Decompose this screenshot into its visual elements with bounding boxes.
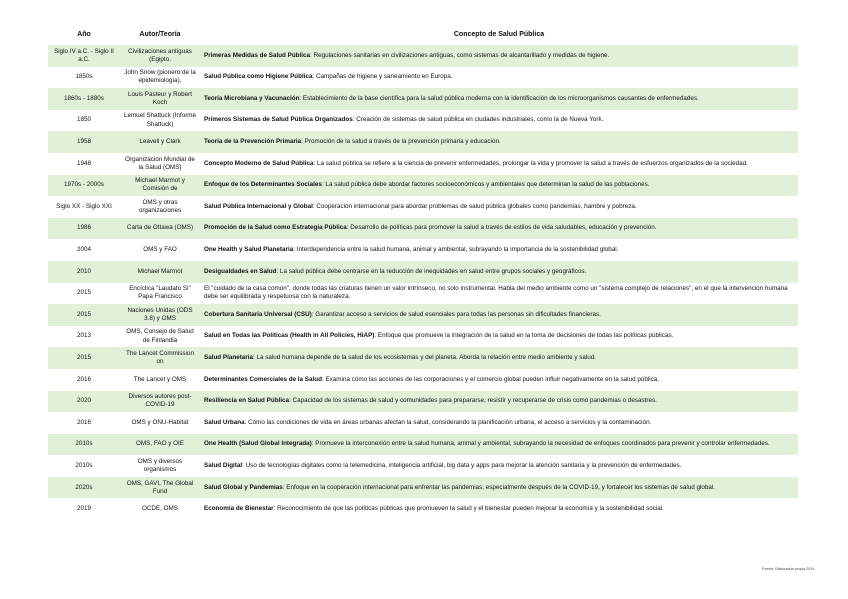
year-cell: 1850	[48, 110, 120, 132]
concept-term: Teoría de la Prevención Primaria	[204, 138, 302, 146]
concept-cell	[200, 153, 798, 175]
author-cell: Naciones Unidas (ODS 3.8) y OMS	[120, 304, 200, 326]
concept-term: Salud Pública como Higiene Pública	[204, 73, 313, 81]
table-row	[48, 283, 798, 305]
year-cell: 1958	[48, 131, 120, 153]
concept-cell	[200, 391, 798, 413]
concept-description: : Establecimiento de la base científica para la salud pública moderna con la identificación de los microorganismos causantes de enfermedades.	[299, 94, 699, 102]
author-cell: OMS y diversos organismos	[120, 455, 200, 477]
table-row	[48, 498, 798, 520]
concept-description: : Examina cómo las acciones de las corporaciones y el comercio global pueden influir negativamente en la salud pública.	[321, 375, 660, 383]
table-row	[48, 239, 798, 261]
concept-description: : Capacidad de los sistemas de salud y comunidades para prepararse, resistir y recuperarse de crisis como pandemias o desastres.	[289, 397, 657, 405]
concept-description: : Reconocimiento de que las políticas públicas que promueven la salud y el bienestar pueden mejorar la economía y la sostenibilidad social.	[273, 505, 664, 513]
concept-term: Enfoque de los Determinantes Sociales	[204, 181, 322, 189]
table-row	[48, 347, 798, 369]
concept-description: : La salud pública debe abordar factores socioeconómicos y ambientales que determinan la salud de las poblaciones.	[321, 181, 650, 189]
concept-cell	[200, 434, 798, 456]
concept-term: Teoría Microbiana y Vacunación	[204, 94, 300, 102]
year-cell: 1860s - 1880s	[48, 88, 120, 110]
year-cell: 1986	[48, 218, 120, 240]
source-note: Fuente: Elaboración propia 2024.	[762, 567, 816, 571]
concept-description: : Interdependencia entre la salud humana, animal y ambiental, subrayando la importancia de la sostenibilidad global.	[293, 246, 619, 254]
year-cell: 2019	[48, 498, 120, 520]
concept-cell	[200, 175, 798, 197]
concept-cell	[200, 455, 798, 477]
author-cell: OMS y FAO	[120, 239, 200, 261]
author-cell: Organización Mundial de la Salud (OMS)	[120, 153, 200, 175]
table-row	[48, 175, 798, 197]
year-cell: 2010s	[48, 434, 120, 456]
table-row	[48, 153, 798, 175]
concept-cell	[200, 412, 798, 434]
year-cell: 2020s	[48, 477, 120, 499]
concept-term: Cobertura Sanitaria Universal (CSU)	[204, 310, 312, 318]
author-cell: Carta de Ottawa (OMS)	[120, 218, 200, 240]
concept-term: Salud en Todas las Políticas (Health in All Policies, HiAP)	[204, 332, 375, 340]
author-cell: The Lancet Commission on	[120, 347, 200, 369]
year-cell: 2016	[48, 412, 120, 434]
concept-cell	[200, 131, 798, 153]
concept-term: Determinantes Comerciales de la Salud	[204, 375, 322, 383]
author-cell: Michael Marmot	[120, 261, 200, 283]
concept-term: Desigualdades en Salud	[204, 267, 277, 275]
public-health-table-container	[48, 23, 798, 520]
table-header-row	[48, 23, 798, 45]
concept-term: One Health (Salud Global Integrada)	[204, 440, 312, 448]
year-cell: 2004	[48, 239, 120, 261]
year-cell: 2015	[48, 347, 120, 369]
concept-cell	[200, 110, 798, 132]
concept-cell	[200, 326, 798, 348]
table-row	[48, 88, 798, 110]
concept-cell	[200, 88, 798, 110]
concept-cell	[200, 67, 798, 89]
concept-description: : Desarrollo de políticas para promover la salud a través de estilos de vida saludables, educación y prevención.	[346, 224, 657, 232]
author-cell: The Lancet y OMS	[120, 369, 200, 391]
author-cell: OMS y ONU-Habitat	[120, 412, 200, 434]
concept-term: Economía de Bienestar	[204, 505, 274, 513]
table-row	[48, 304, 798, 326]
concept-description: : Garantizar acceso a servicios de salud esenciales para todas las personas sin dificultades financieras.	[311, 310, 601, 318]
concept-term: Salud Pública Internacional y Global	[204, 202, 313, 210]
concept-cell	[200, 369, 798, 391]
table-row	[48, 477, 798, 499]
year-cell: 1948	[48, 153, 120, 175]
concept-description: : La salud humana depende de la salud de los ecosistemas y del planeta. Aborda la relación entre medio ambiente y salud.	[253, 354, 597, 362]
concept-description: : Campañas de higiene y saneamiento en Europa.	[312, 73, 453, 81]
year-cell: 2015	[48, 283, 120, 305]
year-cell: 2010	[48, 261, 120, 283]
concept-cell	[200, 283, 798, 305]
table-row	[48, 369, 798, 391]
concept-description: : Cómo las condiciones de vida en áreas urbanas afectan la salud, considerando la planificación urbana, el acceso a servicios y la contaminación.	[244, 418, 652, 426]
table-row	[48, 261, 798, 283]
year-cell: 1970s - 2000s	[48, 175, 120, 197]
table-row	[48, 45, 798, 67]
author-cell: Louis Pasteur y Robert Koch	[120, 88, 200, 110]
concept-description: : Cooperación internacional para abordar problemas de salud pública globales como pandemias, hambre y pobreza.	[312, 202, 637, 210]
concept-cell	[200, 218, 798, 240]
concept-term: Salud Global y Pandemias	[204, 483, 283, 491]
table-row	[48, 67, 798, 89]
concept-cell	[200, 477, 798, 499]
concept-description: : Enfoque en la cooperación internacional para enfrentar las pandemias, especialmente después de la COVID-19, y fortalecer los sistemas de salud global.	[282, 483, 716, 491]
concept-description: : Regulaciones sanitarias en civilizaciones antiguas, como sistemas de alcantarillado y medidas de higiene.	[310, 51, 610, 59]
year-column-header: Año	[77, 30, 91, 38]
concept-description: : Enfoque que promueve la integración de la salud en la toma de decisiones de todas las políticas públicas.	[374, 332, 674, 340]
author-cell: Diversos autores post-COVID-19	[120, 391, 200, 413]
author-cell: OMS, GAVI, The Global Fund	[120, 477, 200, 499]
table-row	[48, 110, 798, 132]
concept-cell	[200, 45, 798, 67]
author-cell: Civilizaciones antiguas (Egipto,	[120, 45, 200, 67]
concept-cell	[200, 196, 798, 218]
year-cell: Siglo IV a.C. - Siglo II a.C.	[48, 45, 120, 67]
table-row	[48, 131, 798, 153]
concept-term: Salud Urbana	[204, 418, 245, 426]
table-row	[48, 455, 798, 477]
year-cell: 1850s	[48, 67, 120, 89]
concept-term: Primeros Sistemas de Salud Pública Organizados	[204, 116, 353, 124]
concept-term: Salud Planetaria	[204, 354, 253, 362]
table-row	[48, 218, 798, 240]
table-row	[48, 326, 798, 348]
concept-description: : La salud pública debe centrarse en la reducción de inequidades en salud entre grupos sociales y geográficos.	[276, 267, 587, 275]
year-cell: 2016	[48, 369, 120, 391]
concept-term: Salud Digital	[204, 461, 243, 469]
author-cell: Leavell y Clark	[120, 131, 200, 153]
author-cell: OMS, Consejo de Salud de Finlandia	[120, 326, 200, 348]
concept-cell	[200, 347, 798, 369]
table-row	[48, 434, 798, 456]
table-row	[48, 391, 798, 413]
concept-term: One Health y Salud Planetaria	[204, 246, 294, 254]
table-row	[48, 196, 798, 218]
concept-cell	[200, 498, 798, 520]
author-cell: Encíclica "Laudato Si" Papa Francisco	[120, 283, 200, 305]
concept-term: Concepto Moderno de Salud Pública	[204, 159, 314, 167]
year-cell: 2013	[48, 326, 120, 348]
concept-description: : Uso de tecnologías digitales como la telemedicina, inteligencia artificial, big data y apps para mejorar la atención sanitaria y la prevención de enfermedades.	[242, 461, 682, 469]
concept-description: El "cuidado de la casa común", donde todas las criaturas tienen un valor intrínseco, no solo instrumental. Habla del medio ambiente como un "sistema complejo de relaciones", en el que la intervención humana debe ser equilibrada y respetuosa con la naturaleza.	[204, 285, 788, 301]
concept-cell	[200, 261, 798, 283]
author-cell: Lemuel Shattuck (Informe Shattuck)	[120, 110, 200, 132]
author-cell: OCDE, OMS	[120, 498, 200, 520]
concept-term: Primeras Medidas de Salud Pública	[204, 51, 311, 59]
concept-description: : Promoción de la salud a través de la prevención primaria y educación.	[301, 138, 501, 146]
table-row	[48, 412, 798, 434]
author-cell: OMS, FAO y OIE	[120, 434, 200, 456]
author-cell: John Snow (pionero de la epidemiología),	[120, 67, 200, 89]
author-column-header: Autor/Teoría	[139, 30, 181, 38]
concept-term: Promoción de la Salud como Estrategia Pública	[204, 224, 347, 232]
concept-description: : Creación de sistemas de salud pública en ciudades industriales, como la de Nueva York.	[352, 116, 604, 124]
concept-cell	[200, 239, 798, 261]
author-cell: OMS y otras organizaciones	[120, 196, 200, 218]
year-cell: 2020	[48, 391, 120, 413]
concept-description: : Promueve la interconexión entre la salud humana, animal y ambiental, subrayando la necesidad de enfoques coordinados para prevenir y controlar enfermedades.	[311, 440, 770, 448]
year-cell: Siglo XX - Siglo XXI	[48, 196, 120, 218]
year-cell: 2015	[48, 304, 120, 326]
public-health-table	[48, 23, 798, 520]
author-cell: Michael Marmot y Comisión de	[120, 175, 200, 197]
concept-description: : La salud pública se refiere a la ciencia de prevenir enfermedades, prolongar la vida y promover la salud a través de esfuerzos organizados de la sociedad.	[313, 159, 748, 167]
concept-column-header: Concepto de Salud Pública	[453, 30, 545, 38]
concept-cell	[200, 304, 798, 326]
year-cell: 2010s	[48, 455, 120, 477]
concept-term: Resiliencia en Salud Pública	[204, 397, 290, 405]
